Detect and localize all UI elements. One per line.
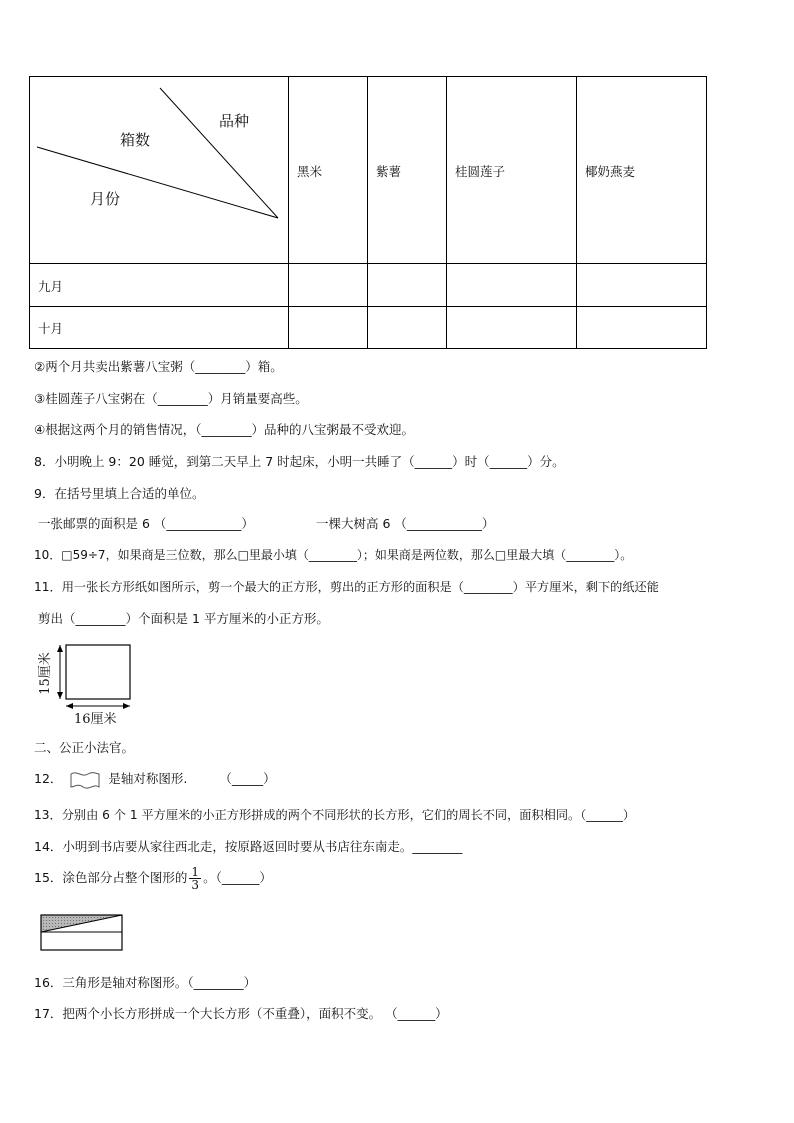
q15-fraction [189, 866, 201, 891]
q9-tree-height: 一棵大树高 6 （____________） [316, 516, 495, 531]
header-coconut-oat: 椰奶燕麦 [585, 164, 636, 179]
q15-fraction-numerator: 1 [191, 865, 200, 879]
q7-part2-text: ②两个月共卖出紫薯八宝粥（ [34, 359, 196, 374]
q15 [34, 866, 272, 891]
q17-text: 17．把两个小长方形拼成一个大长方形（不重叠），面积不变。 （______） [34, 1006, 448, 1021]
q14-text: 14．小明到书店要从家往西北走，按原路返回时要从书店往东南走。________ [34, 839, 463, 854]
q11-line2: 剪出（________）个面积是 1 平方厘米的小正方形。 [38, 611, 329, 626]
q11-line1: 11．用一张长方形纸如图所示，剪一个最大的正方形，剪出的正方形的面积是（________）平方厘米，剩下的纸还能 [34, 580, 659, 594]
wave-shape-icon [68, 770, 102, 790]
q10-text: 10．□59÷7，如果商是三位数，那么□里最小填（________）；如果商是两位数，那么□里最大填（________）。 [34, 548, 633, 562]
q7-part2-tail: ）箱。 [245, 359, 283, 374]
q7-part4-text: ④根据这两个月的销售情况，（ [34, 422, 202, 437]
sales-table [29, 76, 707, 349]
q7-part4 [34, 420, 414, 438]
q15-text: 15．涂色部分占整个图形的 [34, 870, 188, 885]
table-border-bottom [29, 348, 707, 349]
q11-width-label: 16厘米 [74, 712, 117, 727]
header-black-rice: 黑米 [297, 164, 323, 179]
q9-text: 9．在括号里填上合适的单位。 [34, 486, 205, 501]
row-label-september: 九月 [38, 279, 64, 294]
q7-part4-tail: ）品种的八宝粥最不受欢迎。 [251, 422, 414, 437]
q8-text: 8．小明晚上 9：20 睡觉，到第二天早上 7 时起床，小明一共睡了（______）时（______）分。 [34, 454, 565, 469]
q11-rectangle-figure [37, 642, 140, 730]
corner-diagonal-lines [29, 76, 289, 264]
q7-part3 [34, 389, 308, 407]
corner-label-month: 月份 [90, 190, 121, 208]
corner-label-variety: 品种 [219, 112, 250, 130]
q13-text: 13．分别由 6 个 1 平方厘米的小正方形拼成的两个不同形状的长方形，它们的周长不同，面积相同。（______） [34, 808, 636, 822]
q12-text: 是轴对称图形. [108, 771, 188, 786]
header-longan-lotus: 桂圆莲子 [455, 164, 506, 179]
q12-answer-blank[interactable]: （_____） [219, 771, 276, 786]
table-rule-col2 [367, 76, 368, 349]
q12 [34, 769, 276, 790]
q7-part3-tail: ）月销量要高些。 [207, 391, 308, 406]
q15-shaded-rectangle [40, 914, 124, 952]
q7-part4-blank[interactable]: ________ [201, 422, 252, 437]
section2-title: 二、公正小法官。 [34, 740, 135, 755]
q7-part3-blank[interactable]: ________ [157, 391, 208, 406]
q7-part2-blank[interactable]: ________ [195, 359, 246, 374]
corner-label-boxes: 箱数 [120, 131, 151, 149]
q11-height-label: 15厘米 [37, 652, 53, 695]
q15-tail: 。（______） [203, 870, 272, 885]
row-label-october: 十月 [38, 321, 64, 336]
table-rule-row1 [29, 306, 707, 307]
table-rule-col4 [576, 76, 577, 349]
q12-number: 12． [34, 771, 63, 786]
q15-fraction-denominator: 3 [191, 878, 200, 892]
header-purple-potato: 紫薯 [376, 164, 402, 179]
table-rule-col3 [446, 76, 447, 349]
q7-part2 [34, 357, 283, 375]
q9-stamp-area: 一张邮票的面积是 6 （____________） [38, 516, 254, 531]
q16-text: 16．三角形是轴对称图形。（________） [34, 975, 257, 990]
q7-part3-text: ③桂圆莲子八宝粥在（ [34, 391, 158, 406]
table-border-right [706, 76, 707, 349]
